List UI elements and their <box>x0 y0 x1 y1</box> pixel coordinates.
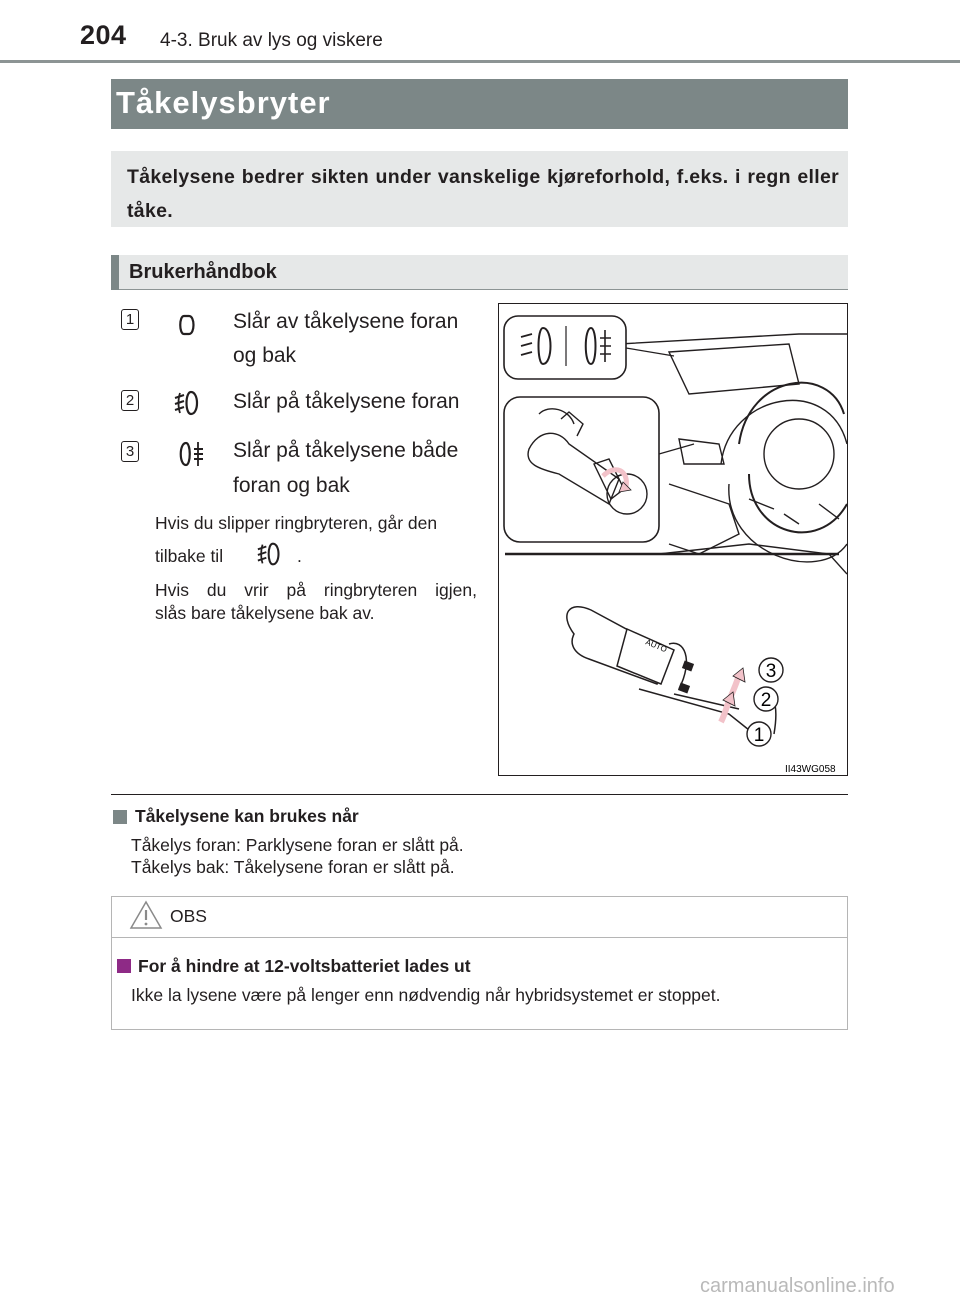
note-release-line1: Hvis du slipper ringbryteren, går den <box>155 513 438 533</box>
usage-title: Tåkelysene kan brukes når <box>135 806 359 826</box>
item-number-3: 3 <box>121 441 139 462</box>
section-accent <box>111 255 119 290</box>
obs-body: Ikke la lysene være på lenger enn nødvendig når hybridsystemet er stoppet. <box>131 985 721 1005</box>
section-divider <box>111 794 848 795</box>
rear-fog-icon <box>173 439 205 469</box>
switch-auto-label: AUTO <box>644 637 669 655</box>
header-divider <box>0 60 960 63</box>
fog-switch-illustration <box>499 304 847 775</box>
note-release-line2: tilbake til <box>155 546 224 566</box>
item-2-line1: Slår på tåkelysene foran <box>233 390 460 413</box>
item-1-line2: og bak <box>233 344 297 367</box>
fog-off-icon <box>175 313 199 337</box>
item-1-line1: Slår av tåkelysene foran <box>233 310 459 333</box>
obs-title: For å hindre at 12-voltsbatteriet lades ut <box>138 956 471 976</box>
front-fog-inline-icon <box>256 540 286 568</box>
obs-label: OBS <box>170 906 207 926</box>
item-3-line2: foran og bak <box>233 474 350 497</box>
callout-3: 3 <box>765 661 777 682</box>
front-fog-icon <box>173 389 205 417</box>
note-release-end: . <box>297 546 302 566</box>
obs-square-icon <box>117 959 131 973</box>
item-3-line1: Slår på tåkelysene både <box>233 439 459 462</box>
chapter-title: 4-3. Bruk av lys og viskere <box>160 30 383 51</box>
intro-text: Tåkelysene bedrer sikten under vanskelige kjøreforhold, f.eks. i regn eller tåke. <box>127 166 839 222</box>
section-title: Brukerhåndbok <box>129 261 277 283</box>
note-again-line2: slås bare tåkelysene bak av. <box>155 603 375 623</box>
page-number: 204 <box>80 20 127 50</box>
callout-1: 1 <box>753 725 765 746</box>
usage-line-1: Tåkelys foran: Parklysene foran er slått på. <box>131 835 464 855</box>
usage-square-icon <box>113 810 127 824</box>
item-number-2: 2 <box>121 390 139 411</box>
obs-divider <box>111 937 848 938</box>
callout-2: 2 <box>760 690 772 711</box>
note-again-line1: Hvis du vrir på ringbryteren igjen, <box>155 580 477 600</box>
watermark: carmanualsonline.info <box>700 1275 895 1297</box>
figure-code: II43WG058 <box>785 764 836 775</box>
item-number-1: 1 <box>121 309 139 330</box>
warning-icon <box>128 899 164 931</box>
page-title: Tåkelysbryter <box>116 85 331 120</box>
usage-line-2: Tåkelys bak: Tåkelysene foran er slått på. <box>131 857 455 877</box>
